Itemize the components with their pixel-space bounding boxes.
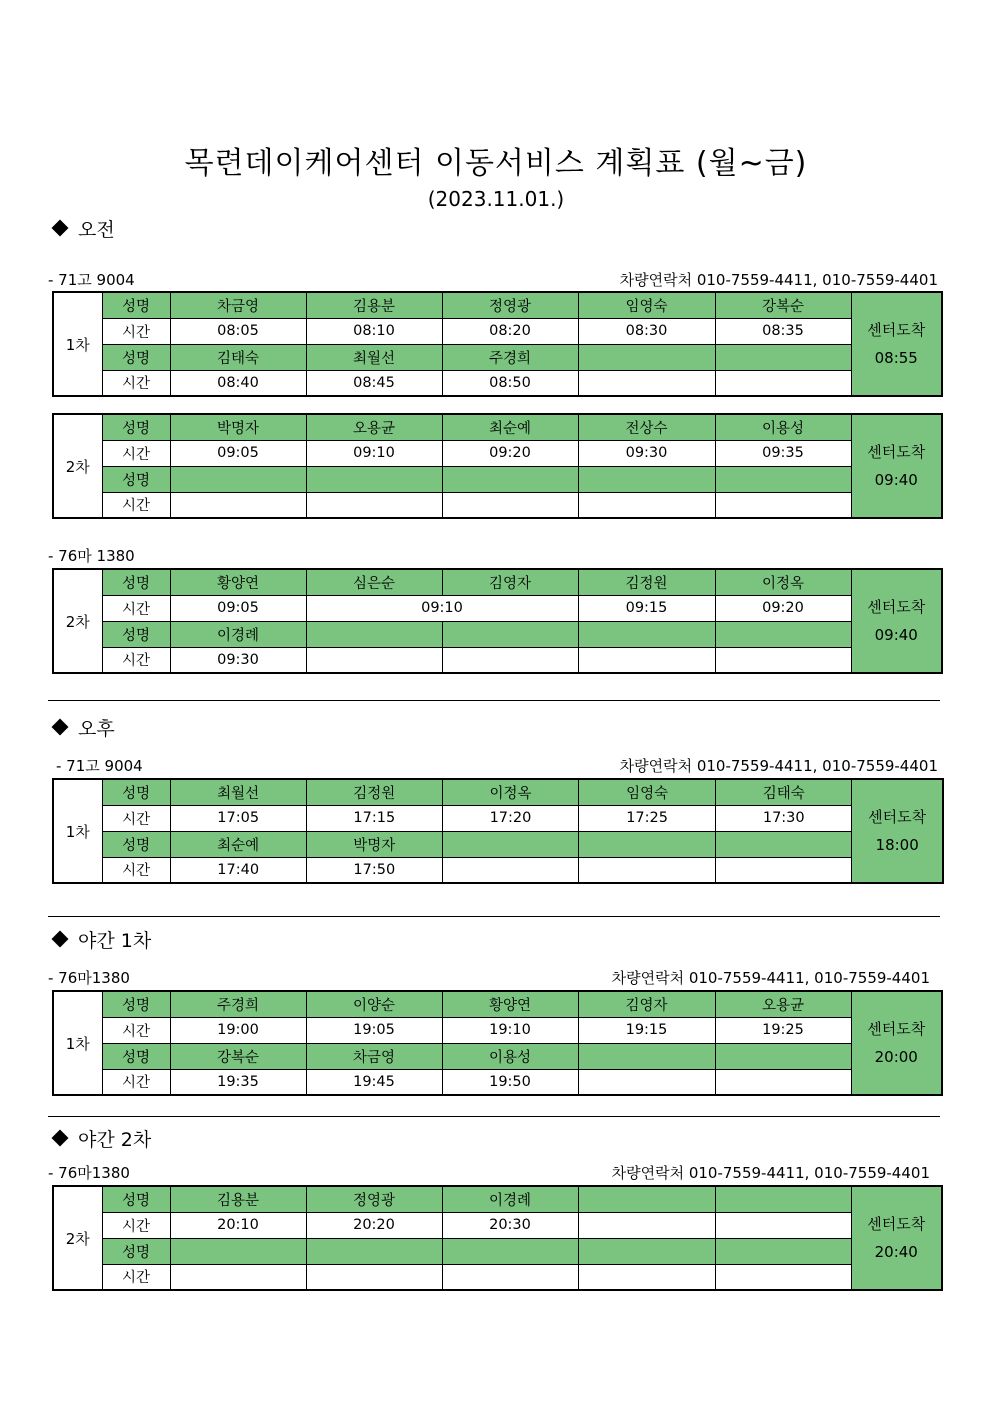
name-header: 성명 — [102, 569, 170, 595]
schedule-table — [52, 291, 943, 397]
table-row — [53, 492, 942, 518]
time-cell: 19:45 — [306, 1069, 442, 1095]
time-cell: 19:35 — [170, 1069, 306, 1095]
name-cell: 황양연 — [170, 569, 306, 595]
time-cell — [442, 1264, 578, 1290]
name-cell — [442, 831, 578, 857]
vehicle-contact: 차량연락처 010-7559-4411, 010-7559-4401 — [619, 757, 938, 775]
name-cell: 최순예 — [442, 414, 578, 440]
name-cell: 박명자 — [170, 414, 306, 440]
schedule-table — [52, 568, 943, 674]
trip-label: 1차 — [53, 292, 102, 396]
vehicle-number: - 76마1380 — [48, 1164, 130, 1182]
time-cell — [442, 492, 578, 518]
time-cell: 17:30 — [716, 805, 852, 831]
table-row — [53, 1238, 942, 1264]
time-cell: 19:50 — [442, 1069, 578, 1095]
arrival-label: 센터도착 — [867, 1020, 926, 1038]
time-cell — [715, 1069, 851, 1095]
vehicle-contact: 차량연락처 010-7559-4411, 010-7559-4401 — [611, 969, 930, 987]
trip-label: 2차 — [53, 569, 102, 673]
arrival-cell — [852, 779, 943, 883]
name-cell: 오용균 — [306, 414, 442, 440]
time-header: 시간 — [102, 595, 170, 621]
time-header: 시간 — [102, 1264, 170, 1290]
name-cell — [715, 1043, 851, 1069]
vehicle-number: - 76마 1380 — [48, 547, 135, 565]
time-cell: 09:10 — [306, 440, 442, 466]
name-cell: 이정옥 — [442, 779, 578, 805]
time-cell: 08:40 — [170, 370, 306, 396]
table-row — [53, 569, 942, 595]
time-cell — [578, 1212, 715, 1238]
table-row — [53, 1069, 942, 1095]
table-row — [53, 991, 942, 1017]
name-cell — [578, 1186, 715, 1212]
time-header: 시간 — [102, 805, 170, 831]
name-cell: 심은순 — [306, 569, 442, 595]
name-cell: 김정원 — [578, 569, 715, 595]
table-row — [53, 805, 943, 831]
name-cell — [578, 621, 715, 647]
name-cell — [715, 1186, 851, 1212]
time-cell: 20:30 — [442, 1212, 578, 1238]
section-divider — [48, 700, 940, 701]
table-row — [53, 466, 942, 492]
time-header: 시간 — [102, 492, 170, 518]
table-row — [53, 621, 942, 647]
vehicle-number: - 76마1380 — [48, 969, 130, 987]
name-cell — [442, 1238, 578, 1264]
table-row — [53, 1017, 942, 1043]
section-heading-night1: 야간 1차 — [48, 926, 151, 953]
time-header: 시간 — [102, 370, 170, 396]
time-cell — [715, 647, 851, 673]
name-cell — [578, 1238, 715, 1264]
name-header: 성명 — [102, 1238, 170, 1264]
page-title: 목련데이케어센터 이동서비스 계획표 (월~금) — [184, 146, 808, 181]
table-row — [53, 1186, 942, 1212]
arrival-label: 센터도착 — [867, 1215, 926, 1233]
time-header: 시간 — [102, 1212, 170, 1238]
schedule-table — [52, 778, 944, 884]
time-cell — [715, 492, 851, 518]
name-cell — [579, 831, 716, 857]
table-row — [53, 831, 943, 857]
name-cell: 주경희 — [442, 344, 578, 370]
time-cell: 08:50 — [442, 370, 578, 396]
name-header: 성명 — [102, 991, 170, 1017]
time-cell — [715, 1212, 851, 1238]
time-cell: 20:20 — [306, 1212, 442, 1238]
vehicle-number: - 71고 9004 — [56, 757, 143, 775]
name-header: 성명 — [102, 779, 170, 805]
name-cell: 박명자 — [306, 831, 442, 857]
arrival-cell — [851, 1186, 942, 1290]
time-cell: 19:25 — [715, 1017, 851, 1043]
arrival-time: 20:40 — [874, 1243, 918, 1261]
time-cell — [578, 1069, 715, 1095]
table-row — [53, 779, 943, 805]
section-heading-afternoon: 오후 — [48, 714, 115, 741]
name-cell — [306, 1238, 442, 1264]
trip-label: 1차 — [53, 991, 102, 1095]
name-cell — [170, 1238, 306, 1264]
name-cell: 김태숙 — [170, 344, 306, 370]
time-cell: 09:30 — [170, 647, 306, 673]
time-cell: 19:00 — [170, 1017, 306, 1043]
name-header: 성명 — [102, 1186, 170, 1212]
name-cell — [715, 344, 851, 370]
diamond-bullet-icon — [52, 719, 69, 736]
arrival-time: 09:40 — [874, 626, 918, 644]
name-cell — [716, 831, 852, 857]
time-header: 시간 — [102, 440, 170, 466]
time-cell: 08:30 — [578, 318, 715, 344]
name-cell: 정영광 — [306, 1186, 442, 1212]
table-row — [53, 318, 942, 344]
name-cell: 이경례 — [170, 621, 306, 647]
name-cell — [578, 466, 715, 492]
table-row — [53, 647, 942, 673]
time-cell — [715, 1264, 851, 1290]
arrival-time: 18:00 — [875, 836, 919, 854]
name-cell: 이용성 — [715, 414, 851, 440]
name-header: 성명 — [102, 344, 170, 370]
table-row — [53, 414, 942, 440]
table-row — [53, 370, 942, 396]
name-cell: 이양순 — [306, 991, 442, 1017]
name-header: 성명 — [102, 292, 170, 318]
time-cell — [578, 647, 715, 673]
name-header: 성명 — [102, 621, 170, 647]
plan-date: (2023.11.01.) — [427, 187, 565, 211]
name-cell — [578, 344, 715, 370]
time-cell: 09:20 — [715, 595, 851, 621]
name-cell: 최순예 — [170, 831, 306, 857]
arrival-cell — [851, 991, 942, 1095]
name-cell: 차금영 — [170, 292, 306, 318]
time-cell: 17:20 — [442, 805, 578, 831]
time-header: 시간 — [102, 1017, 170, 1043]
table-row — [53, 344, 942, 370]
time-cell: 19:15 — [578, 1017, 715, 1043]
name-cell — [442, 466, 578, 492]
table-row — [53, 292, 942, 318]
time-cell — [578, 1264, 715, 1290]
name-header: 성명 — [102, 466, 170, 492]
section-heading-night2: 야간 2차 — [48, 1125, 151, 1152]
name-cell: 김태숙 — [716, 779, 852, 805]
vehicle-contact: 차량연락처 010-7559-4411, 010-7559-4401 — [619, 271, 938, 289]
time-cell: 09:10 — [306, 595, 578, 621]
diamond-bullet-icon — [52, 1130, 69, 1147]
name-cell — [715, 466, 851, 492]
name-cell: 차금영 — [306, 1043, 442, 1069]
arrival-label: 센터도착 — [867, 321, 926, 339]
time-cell: 19:05 — [306, 1017, 442, 1043]
name-cell: 김영자 — [442, 569, 578, 595]
trip-label: 2차 — [53, 1186, 102, 1290]
arrival-time: 20:00 — [874, 1048, 918, 1066]
time-cell: 09:05 — [170, 595, 306, 621]
time-cell — [306, 492, 442, 518]
name-cell: 강복순 — [715, 292, 851, 318]
time-cell — [170, 492, 306, 518]
name-cell — [170, 466, 306, 492]
name-cell: 김영자 — [578, 991, 715, 1017]
time-cell — [716, 857, 852, 883]
time-cell: 08:45 — [306, 370, 442, 396]
time-cell: 17:40 — [170, 857, 306, 883]
name-cell — [306, 466, 442, 492]
section-heading-morning: 오전 — [48, 215, 115, 242]
time-cell: 09:15 — [578, 595, 715, 621]
time-header: 시간 — [102, 318, 170, 344]
name-cell: 최월선 — [170, 779, 306, 805]
name-header: 성명 — [102, 414, 170, 440]
time-cell: 08:10 — [306, 318, 442, 344]
name-cell: 김용분 — [170, 1186, 306, 1212]
time-cell — [578, 370, 715, 396]
name-header: 성명 — [102, 1043, 170, 1069]
schedule-table — [52, 1185, 943, 1291]
time-cell: 20:10 — [170, 1212, 306, 1238]
arrival-cell — [851, 569, 942, 673]
time-cell — [306, 1264, 442, 1290]
time-cell: 17:05 — [170, 805, 306, 831]
time-cell: 19:10 — [442, 1017, 578, 1043]
vehicle-contact: 차량연락처 010-7559-4411, 010-7559-4401 — [611, 1164, 930, 1182]
arrival-cell — [851, 292, 942, 396]
name-cell: 이경례 — [442, 1186, 578, 1212]
arrival-time: 09:40 — [874, 471, 918, 489]
section-divider — [48, 1116, 940, 1117]
schedule-table — [52, 990, 943, 1096]
arrival-time: 08:55 — [874, 349, 918, 367]
name-cell: 김용분 — [306, 292, 442, 318]
diamond-bullet-icon — [52, 931, 69, 948]
time-cell — [579, 857, 716, 883]
name-cell: 이용성 — [442, 1043, 578, 1069]
time-cell: 09:30 — [578, 440, 715, 466]
table-row — [53, 1264, 942, 1290]
name-header: 성명 — [102, 831, 170, 857]
time-cell: 08:05 — [170, 318, 306, 344]
time-cell: 09:35 — [715, 440, 851, 466]
name-cell — [715, 621, 851, 647]
arrival-label: 센터도착 — [867, 443, 926, 461]
name-cell — [715, 1238, 851, 1264]
name-cell: 황양연 — [442, 991, 578, 1017]
trip-label: 1차 — [53, 779, 102, 883]
name-cell — [306, 621, 442, 647]
name-cell: 김정원 — [306, 779, 442, 805]
vehicle-number: - 71고 9004 — [48, 271, 135, 289]
name-cell: 최월선 — [306, 344, 442, 370]
table-row — [53, 857, 943, 883]
time-header: 시간 — [102, 1069, 170, 1095]
time-cell — [578, 492, 715, 518]
table-row — [53, 440, 942, 466]
time-cell — [442, 647, 578, 673]
name-cell: 임영숙 — [578, 292, 715, 318]
name-cell: 오용균 — [715, 991, 851, 1017]
name-cell: 주경희 — [170, 991, 306, 1017]
time-cell — [306, 647, 442, 673]
trip-label: 2차 — [53, 414, 102, 518]
table-row — [53, 595, 942, 621]
time-cell: 17:50 — [306, 857, 442, 883]
table-row — [53, 1212, 942, 1238]
name-cell: 강복순 — [170, 1043, 306, 1069]
time-cell: 08:20 — [442, 318, 578, 344]
name-cell: 정영광 — [442, 292, 578, 318]
time-header: 시간 — [102, 647, 170, 673]
name-cell — [442, 621, 578, 647]
table-row — [53, 1043, 942, 1069]
time-cell: 09:05 — [170, 440, 306, 466]
section-divider — [48, 916, 940, 917]
time-cell — [170, 1264, 306, 1290]
name-cell: 전상수 — [578, 414, 715, 440]
time-header: 시간 — [102, 857, 170, 883]
diamond-bullet-icon — [52, 220, 69, 237]
name-cell — [578, 1043, 715, 1069]
time-cell — [442, 857, 578, 883]
time-cell: 17:25 — [579, 805, 716, 831]
time-cell — [715, 370, 851, 396]
name-cell: 임영숙 — [579, 779, 716, 805]
name-cell: 이정옥 — [715, 569, 851, 595]
arrival-label: 센터도착 — [867, 598, 926, 616]
arrival-cell — [851, 414, 942, 518]
time-cell: 17:15 — [306, 805, 442, 831]
schedule-table — [52, 413, 943, 519]
time-cell: 09:20 — [442, 440, 578, 466]
arrival-label: 센터도착 — [868, 808, 927, 826]
time-cell: 08:35 — [715, 318, 851, 344]
